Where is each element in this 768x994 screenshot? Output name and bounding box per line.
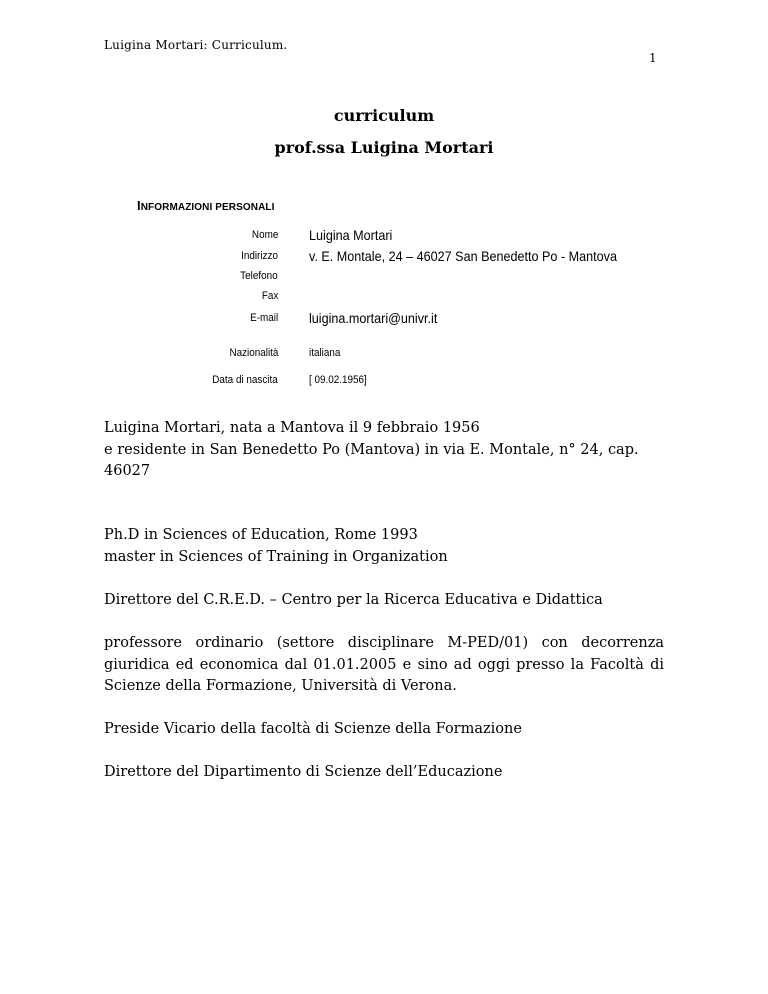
paragraph-line: Ph.D in Sciences of Education, Rome 1993 xyxy=(104,527,418,543)
label-telefono: Telefono xyxy=(240,270,278,282)
paragraph-line: 46027 xyxy=(104,463,151,479)
value-data-nascita: [ 09.02.1956] xyxy=(309,374,367,386)
info-row-nationality xyxy=(0,347,768,367)
value-email: luigina.mortari@univr.it xyxy=(309,310,438,326)
label-nome: Nome xyxy=(251,229,278,241)
paragraph-line: master in Sciences of Training in Organization xyxy=(104,548,448,565)
label-nazionalita: Nazionalità xyxy=(229,347,278,359)
value-nome: Luigina Mortari xyxy=(309,227,393,243)
running-header: Luigina Mortari: Curriculum. xyxy=(104,38,288,52)
info-row-name xyxy=(0,229,768,249)
paragraph-education xyxy=(104,525,664,568)
paragraph-department-director: Direttore del Dipartimento di Scienze dell’Educazione xyxy=(104,764,503,780)
paragraph-line: Luigina Mortari, nata a Mantova il 9 febbraio 1956 xyxy=(104,420,480,436)
value-nazionalita: italiana xyxy=(309,347,341,359)
document-title: curriculum xyxy=(333,106,435,125)
paragraph-cred-director: Direttore del C.R.E.D. – Centro per la Ricerca Educativa e Didattica xyxy=(104,592,603,608)
info-row-email xyxy=(0,312,768,332)
info-row-fax xyxy=(0,290,768,310)
section-heading-rest: NFORMAZIONI PERSONALI xyxy=(140,202,275,213)
label-email: E-mail xyxy=(249,312,278,324)
info-row-birthdate xyxy=(0,374,768,394)
label-data-nascita: Data di nascita xyxy=(212,374,278,386)
section-heading-initial: I xyxy=(137,198,141,213)
paragraph-professorship: professore ordinario (settore disciplinare M-PED/01) con decorrenza giuridica ed economica dal 01.01.2005 e sino ad oggi presso la Facoltà di Scienze della Formazione, Università di Verona. xyxy=(104,635,664,694)
value-indirizzo: v. E. Montale, 24 – 46027 San Benedetto Po - Mantova xyxy=(309,248,617,264)
label-fax: Fax xyxy=(261,290,278,302)
info-row-phone xyxy=(0,270,768,290)
section-heading-personal-info xyxy=(137,198,274,213)
label-indirizzo: Indirizzo xyxy=(241,250,278,262)
paragraph-line: e residente in San Benedetto Po (Mantova) in via E. Montale, n° 24, cap. xyxy=(104,441,639,458)
document-subtitle: prof.ssa Luigina Mortari xyxy=(274,138,494,157)
paragraph-vice-dean: Preside Vicario della facoltà di Scienze della Formazione xyxy=(104,721,522,737)
paragraph-birth-residence xyxy=(104,418,664,483)
page-number: 1 xyxy=(649,51,657,65)
info-row-address xyxy=(0,250,768,270)
